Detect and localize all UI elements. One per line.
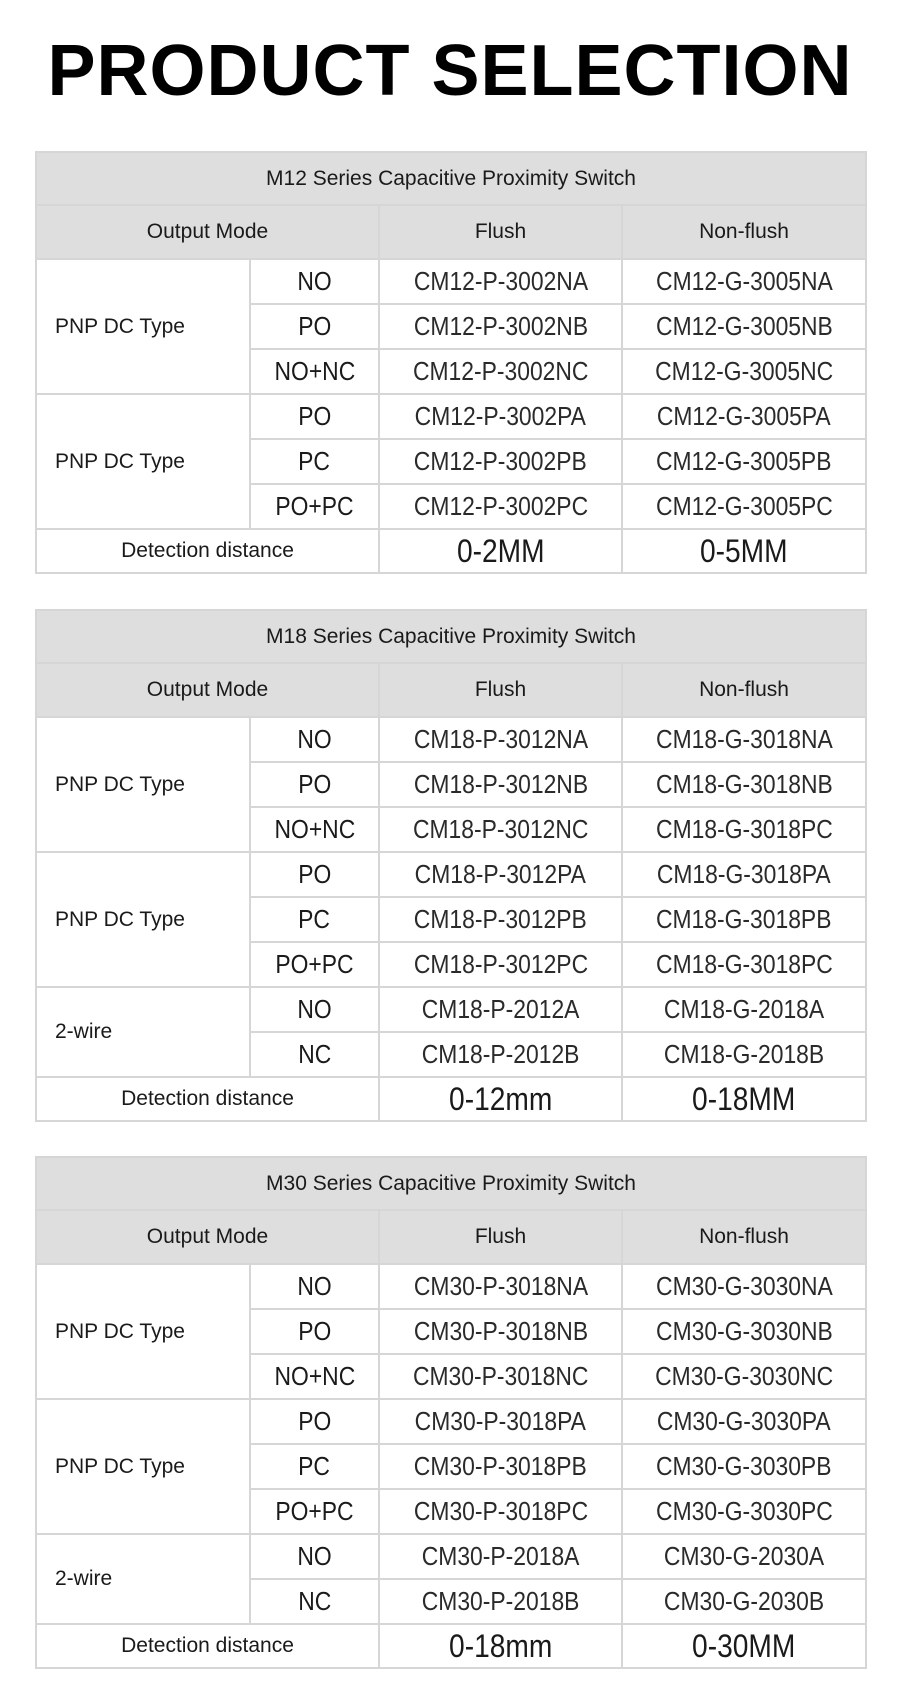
non-flush-model: [622, 942, 866, 987]
column-header-non-flush: [622, 205, 866, 259]
column-header-output-mode-text: Output Mode: [146, 220, 269, 243]
flush-model-text: CM18-P-2012A: [421, 994, 580, 1024]
output-mode: [250, 484, 379, 529]
non-flush-model: [622, 259, 866, 304]
non-flush-model: [622, 1534, 866, 1579]
output-mode: [250, 987, 379, 1032]
output-mode-text: NO: [297, 266, 332, 296]
non-flush-model-text: CM12-G-3005NA: [655, 266, 833, 296]
output-type-text: PNP DC Type: [55, 1319, 185, 1343]
output-type-text: PNP DC Type: [55, 314, 185, 338]
output-type-text: 2-wire: [55, 1020, 113, 1043]
flush-model: [379, 897, 622, 942]
flush-model-text: CM30-P-3018PB: [414, 1451, 587, 1481]
flush-model: [379, 349, 622, 394]
flush-model-text: CM18-P-2012B: [421, 1039, 580, 1069]
non-flush-model-text: CM30-G-3030NA: [655, 1271, 833, 1301]
detection-distance-non-flush: [622, 1077, 866, 1121]
output-type: [36, 852, 250, 987]
flush-model: [379, 987, 622, 1032]
output-mode: [250, 1032, 379, 1077]
output-mode: [250, 1264, 379, 1309]
column-header-output-mode: [36, 1210, 379, 1264]
flush-model-text: CM30-P-3018PC: [413, 1496, 588, 1526]
non-flush-model-text: CM30-G-3030NC: [654, 1361, 834, 1391]
output-type: [36, 259, 250, 394]
detection-distance-flush: [379, 1077, 622, 1121]
non-flush-model: [622, 349, 866, 394]
output-mode-text: NC: [297, 1039, 332, 1069]
table-row: [36, 852, 866, 897]
output-mode: [250, 304, 379, 349]
table-heading-text: M12 Series Capacitive Proximity Switch: [266, 166, 636, 190]
detection-distance-label-text: Detection distance: [121, 539, 294, 562]
non-flush-model: [622, 1489, 866, 1534]
selection-table: [35, 151, 867, 574]
output-mode: [250, 717, 379, 762]
column-header-flush: [379, 205, 622, 259]
column-header-non-flush: [622, 1210, 866, 1264]
table-row: [36, 1264, 866, 1309]
output-type: [36, 1534, 250, 1624]
non-flush-model: [622, 1264, 866, 1309]
non-flush-model-text: CM12-G-3005NC: [654, 356, 834, 386]
non-flush-model: [622, 807, 866, 852]
table-heading-text: M18 Series Capacitive Proximity Switch: [266, 624, 636, 648]
non-flush-model-text: CM18-G-3018PC: [655, 949, 833, 979]
flush-model-text: CM18-P-3012NB: [413, 769, 588, 799]
selection-table: [35, 1156, 867, 1669]
non-flush-model: [622, 394, 866, 439]
output-type: [36, 1399, 250, 1534]
output-mode: [250, 897, 379, 942]
output-mode: [250, 1489, 379, 1534]
output-mode-text: NO+NC: [274, 1361, 355, 1391]
non-flush-model-text: CM18-G-3018PC: [655, 814, 833, 844]
flush-model: [379, 1489, 622, 1534]
output-mode-text: PO: [297, 1316, 332, 1346]
output-mode-text: PO: [297, 769, 332, 799]
output-mode: [250, 1579, 379, 1624]
flush-model-text: CM30-P-3018PA: [414, 1406, 587, 1436]
non-flush-model-text: CM12-G-3005PC: [655, 491, 833, 521]
detection-distance-non-flush: [622, 1624, 866, 1668]
flush-model: [379, 807, 622, 852]
output-mode-text: NO+NC: [274, 356, 355, 386]
non-flush-model: [622, 987, 866, 1032]
non-flush-model-text: CM30-G-3030NB: [655, 1316, 833, 1346]
flush-model: [379, 1579, 622, 1624]
detection-distance-non-flush-text: 0-5MM: [700, 532, 788, 569]
non-flush-model: [622, 1354, 866, 1399]
flush-model: [379, 942, 622, 987]
non-flush-model-text: CM30-G-2030B: [663, 1586, 825, 1616]
column-header-output-mode-text: Output Mode: [146, 1225, 269, 1248]
column-header-flush-text: Flush: [474, 220, 527, 243]
table-row: [36, 717, 866, 762]
output-mode: [250, 1444, 379, 1489]
output-type: [36, 1264, 250, 1399]
detection-distance-non-flush-text: 0-18MM: [692, 1080, 796, 1117]
output-mode-text: PC: [298, 446, 331, 476]
non-flush-model: [622, 1444, 866, 1489]
column-header-non-flush-text: Non-flush: [699, 1225, 789, 1248]
flush-model-text: CM18-P-3012PB: [414, 904, 587, 934]
flush-model-text: CM18-P-3012PA: [414, 859, 587, 889]
table-heading: [36, 1157, 866, 1210]
non-flush-model: [622, 717, 866, 762]
output-mode-text: NO+NC: [274, 814, 355, 844]
page-title: PRODUCT SELECTION: [47, 31, 853, 111]
detection-distance-flush-text: 0-18mm: [448, 1627, 553, 1664]
non-flush-model-text: CM18-G-3018PB: [656, 904, 832, 934]
flush-model-text: CM30-P-2018A: [421, 1541, 580, 1571]
flush-model-text: CM18-P-3012PC: [413, 949, 588, 979]
non-flush-model: [622, 484, 866, 529]
non-flush-model-text: CM30-G-2030A: [663, 1541, 825, 1571]
output-mode-text: NO: [297, 724, 332, 754]
flush-model-text: CM12-P-3002NC: [412, 356, 589, 386]
flush-model-text: CM12-P-3002PB: [414, 446, 587, 476]
column-header-flush-text: Flush: [474, 678, 527, 701]
output-type-text: PNP DC Type: [55, 772, 185, 796]
column-header-non-flush-text: Non-flush: [699, 220, 789, 243]
flush-model: [379, 304, 622, 349]
detection-distance-flush: [379, 529, 622, 573]
output-type: [36, 717, 250, 852]
column-header-output-mode: [36, 205, 379, 259]
output-mode: [250, 1534, 379, 1579]
non-flush-model: [622, 304, 866, 349]
non-flush-model: [622, 1032, 866, 1077]
non-flush-model-text: CM12-G-3005PA: [657, 401, 831, 431]
flush-model-text: CM30-P-2018B: [421, 1586, 580, 1616]
detection-distance-label-text: Detection distance: [121, 1634, 294, 1657]
output-type: [36, 987, 250, 1077]
non-flush-model-text: CM18-G-3018NB: [655, 769, 833, 799]
output-mode: [250, 1309, 379, 1354]
output-mode: [250, 259, 379, 304]
flush-model-text: CM30-P-3018NA: [413, 1271, 588, 1301]
output-type-text: PNP DC Type: [55, 449, 185, 473]
flush-model-text: CM18-P-3012NA: [413, 724, 588, 754]
detection-distance-flush-text: 0-2MM: [456, 532, 545, 569]
output-mode-text: PO+PC: [275, 1496, 354, 1526]
non-flush-model: [622, 1579, 866, 1624]
output-type: [36, 394, 250, 529]
output-mode: [250, 762, 379, 807]
output-mode: [250, 349, 379, 394]
table-row: [36, 394, 866, 439]
output-mode-text: PC: [298, 1451, 331, 1481]
non-flush-model-text: CM30-G-3030PA: [657, 1406, 831, 1436]
output-mode-text: NC: [297, 1586, 332, 1616]
flush-model-text: CM12-P-3002PA: [414, 401, 587, 431]
column-header-flush: [379, 663, 622, 717]
flush-model: [379, 1309, 622, 1354]
flush-model: [379, 1264, 622, 1309]
non-flush-model-text: CM18-G-3018PA: [657, 859, 831, 889]
column-header-non-flush: [622, 663, 866, 717]
table-row: [36, 1399, 866, 1444]
flush-model: [379, 1354, 622, 1399]
output-type-text: PNP DC Type: [55, 1454, 185, 1478]
flush-model: [379, 1534, 622, 1579]
flush-model: [379, 259, 622, 304]
table-heading: [36, 610, 866, 663]
output-type-text: PNP DC Type: [55, 907, 185, 931]
non-flush-model-text: CM30-G-3030PB: [656, 1451, 832, 1481]
detection-distance-label: [36, 529, 379, 573]
output-mode: [250, 439, 379, 484]
non-flush-model: [622, 1309, 866, 1354]
detection-distance-flush-text: 0-12mm: [448, 1080, 553, 1117]
output-mode-text: NO: [297, 1271, 332, 1301]
flush-model-text: CM30-P-3018NB: [413, 1316, 588, 1346]
selection-table: [35, 609, 867, 1122]
flush-model: [379, 439, 622, 484]
output-mode-text: PO: [297, 1406, 332, 1436]
flush-model: [379, 852, 622, 897]
detection-distance-non-flush: [622, 529, 866, 573]
table-row: [36, 259, 866, 304]
table-heading-text: M30 Series Capacitive Proximity Switch: [266, 1171, 636, 1195]
output-mode: [250, 942, 379, 987]
non-flush-model: [622, 762, 866, 807]
flush-model-text: CM18-P-3012NC: [412, 814, 589, 844]
output-mode: [250, 807, 379, 852]
output-mode-text: NO: [297, 994, 332, 1024]
flush-model: [379, 394, 622, 439]
output-mode-text: PO+PC: [275, 949, 354, 979]
non-flush-model-text: CM18-G-2018B: [663, 1039, 825, 1069]
flush-model: [379, 762, 622, 807]
detection-distance-label-text: Detection distance: [121, 1087, 294, 1110]
column-header-non-flush-text: Non-flush: [699, 678, 789, 701]
output-type-text: 2-wire: [55, 1567, 113, 1590]
output-mode-text: PO+PC: [275, 491, 354, 521]
non-flush-model-text: CM30-G-3030PC: [655, 1496, 833, 1526]
detection-distance-label: [36, 1624, 379, 1668]
column-header-flush-text: Flush: [474, 1225, 527, 1248]
non-flush-model: [622, 439, 866, 484]
non-flush-model: [622, 1399, 866, 1444]
output-mode: [250, 1399, 379, 1444]
flush-model: [379, 1399, 622, 1444]
detection-distance-label: [36, 1077, 379, 1121]
non-flush-model-text: CM12-G-3005PB: [656, 446, 832, 476]
output-mode: [250, 394, 379, 439]
flush-model-text: CM12-P-3002NA: [413, 266, 588, 296]
flush-model: [379, 717, 622, 762]
output-mode-text: PO: [297, 311, 332, 341]
non-flush-model-text: CM18-G-3018NA: [655, 724, 833, 754]
detection-distance-flush: [379, 1624, 622, 1668]
table-heading: [36, 152, 866, 205]
column-header-output-mode-text: Output Mode: [146, 678, 269, 701]
column-header-flush: [379, 1210, 622, 1264]
output-mode-text: PC: [298, 904, 331, 934]
flush-model-text: CM12-P-3002NB: [413, 311, 588, 341]
table-row: [36, 987, 866, 1032]
output-mode: [250, 852, 379, 897]
non-flush-model-text: CM18-G-2018A: [663, 994, 825, 1024]
output-mode: [250, 1354, 379, 1399]
output-mode-text: PO: [297, 401, 332, 431]
flush-model-text: CM30-P-3018NC: [412, 1361, 589, 1391]
table-row: [36, 1534, 866, 1579]
flush-model: [379, 484, 622, 529]
column-header-output-mode: [36, 663, 379, 717]
flush-model-text: CM12-P-3002PC: [413, 491, 588, 521]
detection-distance-non-flush-text: 0-30MM: [692, 1627, 796, 1664]
non-flush-model-text: CM12-G-3005NB: [655, 311, 833, 341]
flush-model: [379, 1444, 622, 1489]
non-flush-model: [622, 852, 866, 897]
flush-model: [379, 1032, 622, 1077]
non-flush-model: [622, 897, 866, 942]
output-mode-text: NO: [297, 1541, 332, 1571]
output-mode-text: PO: [297, 859, 332, 889]
